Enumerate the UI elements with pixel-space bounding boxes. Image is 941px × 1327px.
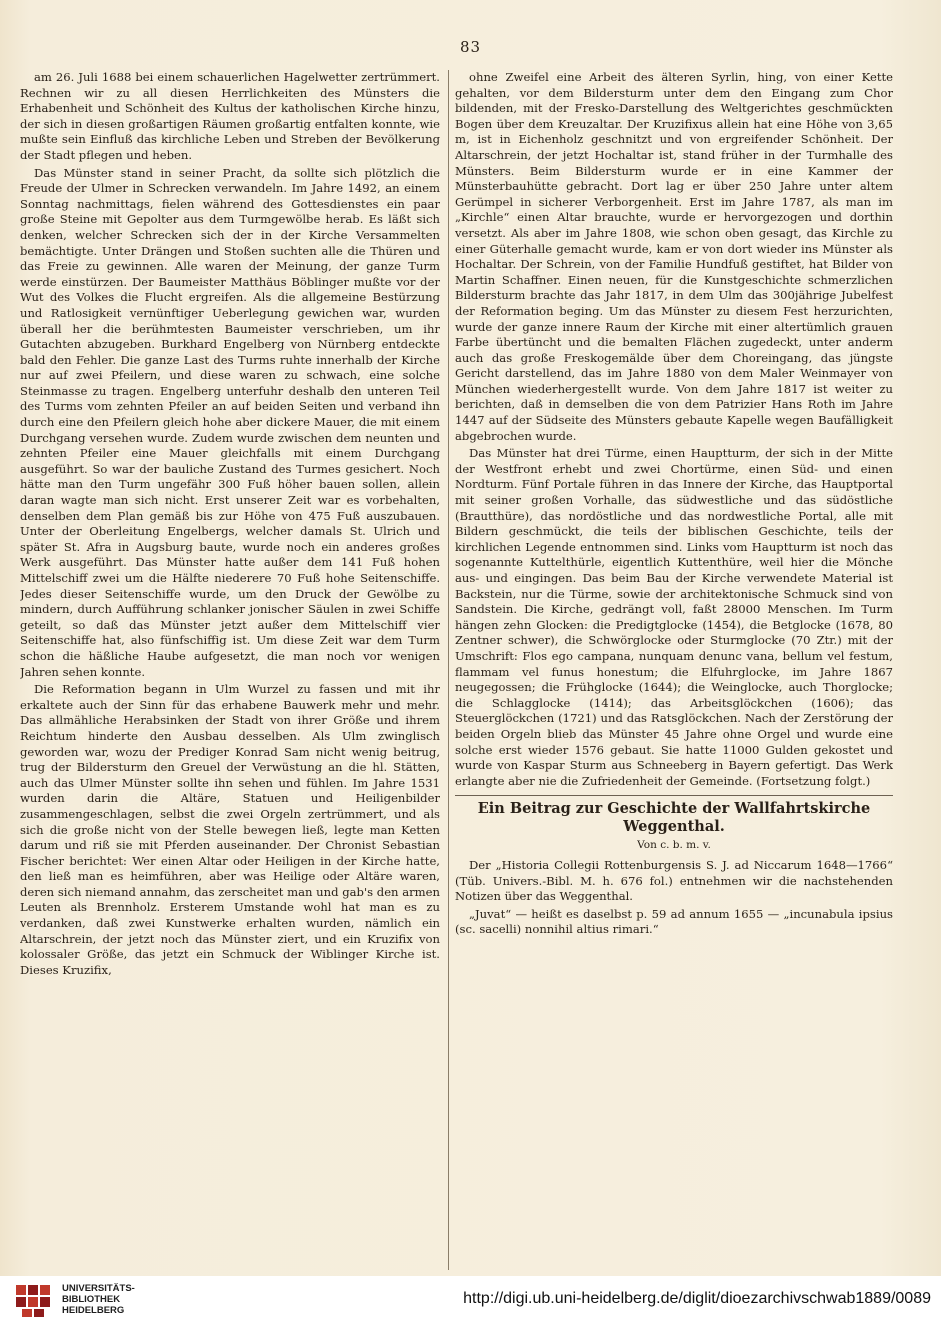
right-paragraph: Das Münster hat drei Türme, einen Hauptturm, der sich in der Mitte der Westfront erhebt und zwei Chortürme, einen Süd- und einen Nordturm. Fünf Portale führen in das Innere der Kirche, das Hauptportal mit seiner großen Vorhalle, das südwestliche und das südöstliche (Brautthüre), das nordöstliche und das nordwestliche Portal, alle mit Bildern geschmückt, die teils der biblischen Geschichte, teils der kirchlichen Legende entnommen sind. Links vom Hauptturm ist noch das sogenannte Kuttelthürle, eigentlich Kuttenthüre, weil hier die Mönche aus- und eingingen. Das beim Bau der Kirche verwendete Material ist Backstein, nur die Türme, sowie der architektonische Schmuck sind von Sandstein. Die Kirche, gedrängt voll, faßt 28000 Menschen. Im Turm hängen zehn Glocken: die Predigtglocke (1454), die Betglocke (1678, 80 Zentner schwer), die Schwörglocke oder Sturmglocke (70 Ztr.) mit der Umschrift: Flos ego campana, nunquam denunc vana, bellum vel festum, flammam vel funus honestum; die Elfuhrglocke, im Jahre 1867 neugegossen; die Frühglocke (1644); die Weinglocke, auch Thorglocke; die Schlagglocke (1414); das Arbeitsglöckchen (1606); das Steuerglöckchen (1721) und das Ratsglöckchen. Nach der Zerstörung der beiden Orgeln blieb das Münster 45 Jahre ohne Orgel und wurde eine solche erst wieder 1576 gebaut. Sie hatte 11000 Gulden gekostet und wurde von Kaspar Sturm aus Schneeberg in Bayern gefertigt. Das Werk erlangte aber nie die Zufriedenheit der Gemeinde. (Fortsetzung folgt.) — [455, 446, 893, 788]
library-name — [62, 1283, 135, 1316]
library-name-line: BIBLIOTHEK — [62, 1294, 121, 1305]
article-byline: Von c. b. m. v. — [637, 839, 711, 852]
source-url-link[interactable]: http://digi.ub.uni-heidelberg.de/diglit/dioezarchivschwab1889/0089 — [463, 1290, 931, 1307]
article-heading-place: Weggenthal. — [623, 818, 725, 836]
right-column — [455, 70, 893, 1270]
page-number: 83 — [459, 38, 482, 56]
article-heading: Ein Beitrag zur Geschichte der Wallfahrtskirche — [455, 795, 893, 818]
library-name-line: UNIVERSITÄTS- — [62, 1283, 135, 1294]
article-paragraph: „Juvat“ — heißt es daselbst p. 59 ad annum 1655 — „incunabula ipsius (sc. sacelli) nonnihil altius rimari.“ — [455, 906, 893, 937]
right-paragraph: ohne Zweifel eine Arbeit des älteren Syrlin, hing, von einer Kette gehalten, vor dem Bildersturm unter dem den Eingang zum Chor bildenden, mit der Fresko-Darstellung des Weltgerichtes geschmückten Bogen über dem Kreuzaltar. Der Kruzifixus allein hat eine Höhe von 3,65 m, ist in Eichenholz geschnitzt und von ergreifender Schönheit. Der Altarschrein, der jetzt Hochaltar ist, stand früher in der Turmhalle des Münsters. Beim Bildersturm wurde er in eine Kammer der Münsterbauhütte gebracht. Dort lag er über 250 Jahre unter altem Gerümpel in sicherer Verborgenheit. Erst im Jahre 1787, als man im „Kirchle“ einen Altar brauchte, wurde er hervorgezogen und dorthin versetzt. Als aber im Jahre 1808, wie schon oben gesagt, das Kirchle zu einer Güterhalle gemacht wurde, kam er von dort wieder ins Münster als Hochaltar. Der Schrein, von der Familie Hundfuß gestiftet, hat Bilder von Martin Schaffner. Einen neuen, für die Kunstgeschichte schmerzlichen Bildersturm brachte das Jahr 1817, in dem Ulm das 300jährige Jubelfest der Reformation beging. Um das Münster zu diesem Fest herzurichten, wurde der ganze innere Raum der Kirche mit einer altertümlich grauen Farbe übertüncht und die bemalten Flächen zugedeckt, unter anderm auch das große Freskogemälde über dem Choreingang, das jüngste Gericht darstellend, das im Jahre 1880 von dem Maler Weinmayer von München wiederhergestellt wurde. Von dem Jahre 1817 ist weiter zu berichten, daß in demselben die von dem Patrizier Hans Roth im Jahre 1447 auf der Südseite des Münsters gebaute Kapelle wegen Baufälligkeit abgebrochen wurde. — [455, 70, 893, 443]
left-paragraph: am 26. Juli 1688 bei einem schauerlichen Hagelwetter zertrümmert. Rechnen wir zu all diesen Herrlichkeiten des Münsters die Erhabenheit und Schönheit des Kultus der katholischen Kirche hinzu, der sich in diesen großartigen Räumen großartig entfalten konnte, wie mußte sein Einfluß das kirchliche Leben und Streben der Bevölkerung der Stadt pflegen und heben. — [20, 70, 440, 162]
article-paragraph: Der „Historia Collegii Rottenburgensis S. J. ad Niccarum 1648—1766“ (Tüb. Univers.-Bibl. M. h. 676 fol.) entnehmen wir die nachstehenden Notizen über das Weggenthal. — [455, 857, 893, 904]
library-name-line: HEIDELBERG — [62, 1305, 125, 1316]
column-divider — [448, 70, 449, 1270]
left-paragraph: Die Reformation begann in Ulm Wurzel zu fassen und mit ihr erkaltete auch der Sinn für das erhabene Bauwerk mehr und mehr. Das allmähliche Herabsinken der Stadt von ihrer Größe und ihrem Reichtum hinderte den Ausbau desselben. Als Ulm zwinglisch geworden war, wozu der Prediger Konrad Sam nicht wenig beitrug, trug der Bildersturm den Greuel der Verwüstung an die hl. Stätten, auch das Ulmer Münster sollte ihn sehen und fühlen. Im Jahre 1531 wurden darin die Altäre, Statuen und Heiligenbilder zusammengeschlagen, selbst die zwei Orgeln zertrümmert, und als sich die große nicht von der Stelle bewegen ließ, legte man Ketten darum und riß sie mit Pferden auseinander. Der Chronist Sebastian Fischer berichtet: Wer einen Altar oder Heiligen in der Kirche hatte, den ließ man es heimführen, aber was Heilige oder Altäre waren, deren sich niemand annahm, das zerscheitet man und gab's den armen Leuten als Brennholz. Ersterem Umstande wohl hat man es zu verdanken, daß zwei Kunstwerke erhalten wurden, nämlich ein Altarschrein, der jetzt noch das Münster ziert, und ein Kruzifix von kolossaler Größe, das jetzt ein Schmuck der Wiblinger Kirche ist. Dieses Kruzifix, — [20, 682, 440, 977]
library-logo-icon — [14, 1283, 54, 1319]
left-column — [20, 70, 440, 1270]
left-paragraph: Das Münster stand in seiner Pracht, da sollte sich plötzlich die Freude der Ulmer in Schrecken verwandeln. Im Jahre 1492, an einem Sonntag nachmittags, fielen während des Gottesdienstes ein paar große Steine mit Gepolter aus dem Turmgewölbe herab. Es läßt sich denken, welcher Schrecken sich der in der Kirche Versammelten bemächtigte. Unter Drängen und Stoßen suchten alle die Thüren und das Freie zu gewinnen. Alle waren der Meinung, der ganze Turm werde einstürzen. Der Baumeister Matthäus Böblinger mußte vor der Wut des Volkes die Flucht ergreifen. Als die allgemeine Bestürzung und Ratlosigkeit vernünftiger Ueberlegung gewichen war, wurden überall her die berühmtesten Baumeister verschrieben, um ihr Gutachten abzugeben. Burkhard Engelberg von Nürnberg entdeckte bald den Fehler. Die ganze Last des Turms ruhte innerhalb der Kirche nur auf zwei Pfeilern, und diese waren zu schwach, eine solche Steinmasse zu tragen. Engelberg unterfuhr deshalb den unteren Teil des Turms vom zehnten Pfeiler an auf beiden Seiten und verband ihn durch eine den Pfeilern gleich hohe aber dickere Mauer, die mit einem Durchgang versehen wurde. Zudem wurde zwischen dem neunten und zehnten Pfeiler eine Mauer gleichfalls mit einem Durchgang ausgeführt. So war der bauliche Zustand des Turmes gesichert. Noch hätte man den Turm ungefähr 300 Fuß höher bauen sollen, allein daran wagte man sich nicht. Erst unserer Zeit war es vorbehalten, denselben dem Plan gemäß bis zur Höhe von 475 Fuß auszubauen. Unter der Oberleitung Engelbergs, welcher damals St. Ulrich und später St. Afra in Augsburg baute, wurde noch ein anderes großes Werk ausgeführt. Das Münster hatte außer dem 141 Fuß hohen Mittelschiff zwei um die Hälfte niederere 70 Fuß hohe Seitenschiffe. Jedes dieser Seitenschiffe wurde, um den Druck der Gewölbe zu mindern, durch Aufführung schlanker jonischer Säulen in zwei Schiffe geteilt, so daß das Münster jetzt außer dem Mittelschiff vier Seitenschiffe hat, also fünfschiffig ist. Um diese Zeit war dem Turm schon die häßliche Haube aufgesetzt, die man noch vor wenigen Jahren sehen konnte. — [20, 165, 440, 679]
